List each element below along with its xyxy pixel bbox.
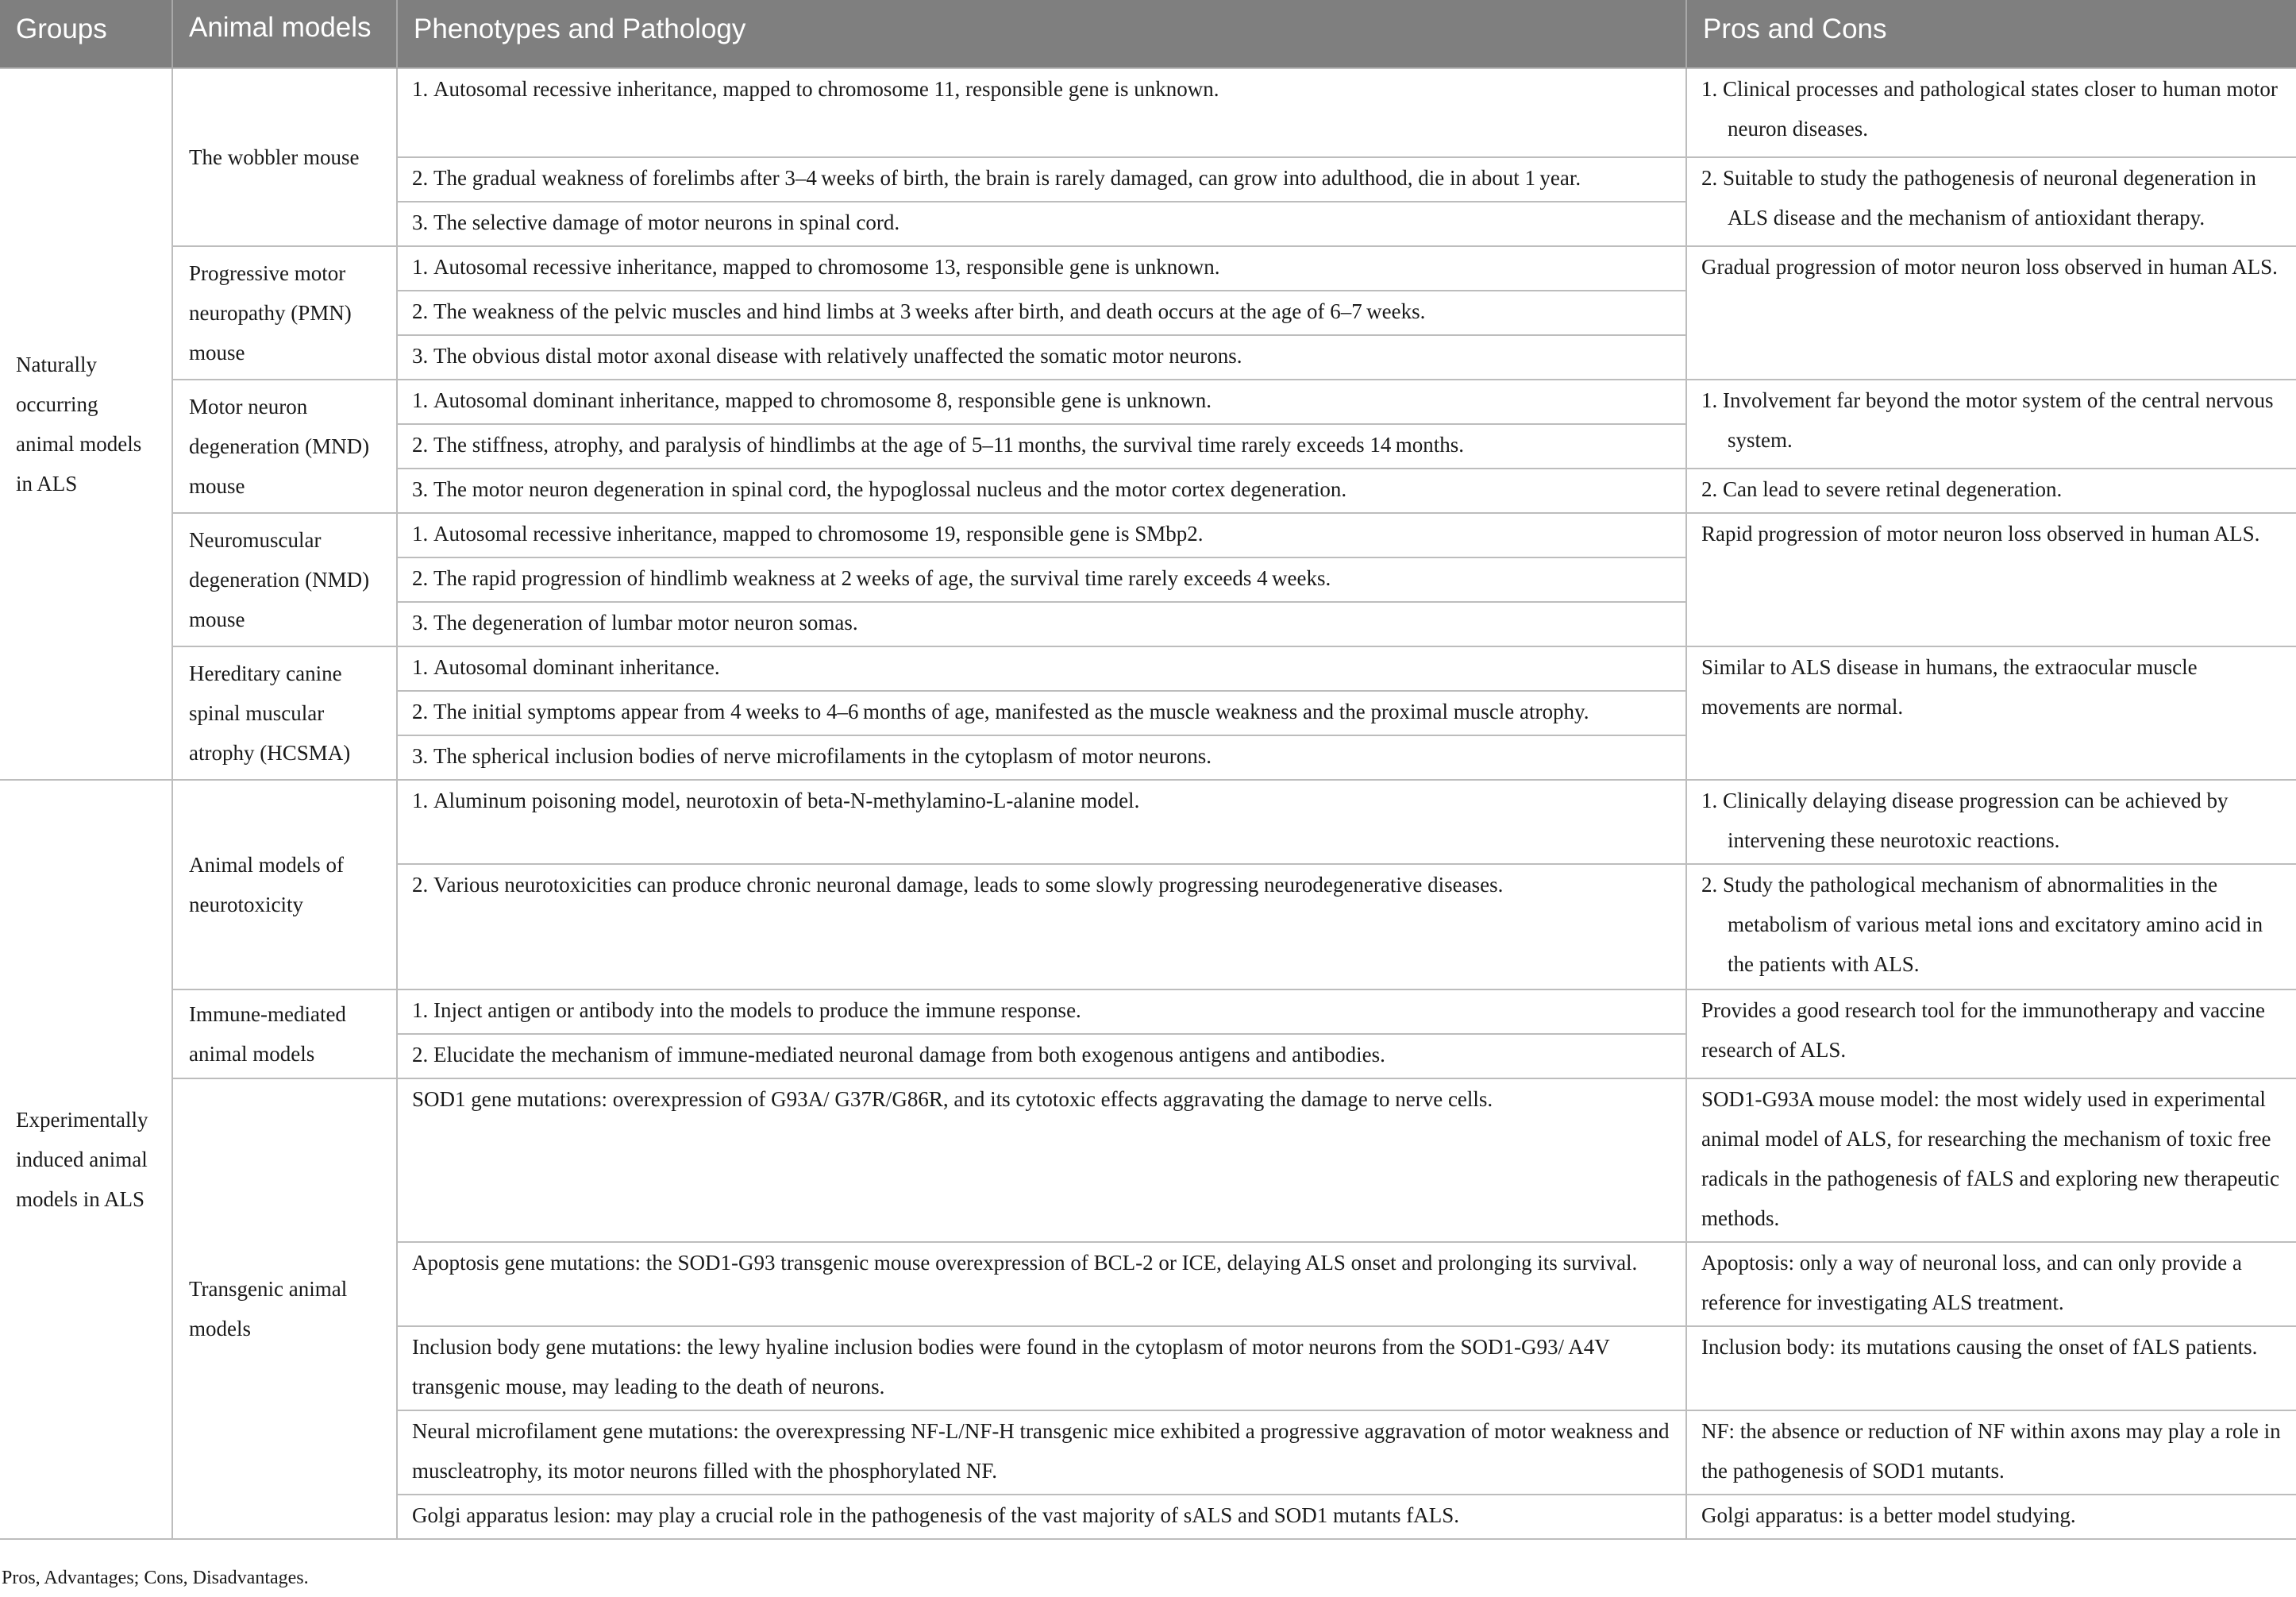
table-row xyxy=(0,780,2296,864)
header-groups: Groups xyxy=(0,0,172,68)
table-row xyxy=(0,646,2296,691)
model-neurotoxicity: Animal models of neurotoxicity xyxy=(172,780,397,989)
phenotype-cell: 3. The degeneration of lumbar motor neuron somas. xyxy=(397,602,1686,646)
pros-cons-cell: Golgi apparatus: is a better model studying. xyxy=(1686,1495,2296,1539)
phenotype-cell: Inclusion body gene mutations: the lewy hyaline inclusion bodies were found in the cytoplasm of motor neurons from the SOD1-G93/ A4V transgenic mouse, may leading to the death of neurons. xyxy=(397,1326,1686,1410)
phenotype-cell: 1. Autosomal dominant inheritance. xyxy=(397,646,1686,691)
pros-cons-cell: SOD1-G93A mouse model: the most widely used in experimental animal model of ALS, for researching the mechanism of toxic free radicals in the pathogenesis of fALS and exploring new therapeutic methods. xyxy=(1686,1078,2296,1242)
phenotype-cell: 1. Autosomal recessive inheritance, mapped to chromosome 13, responsible gene is unknown. xyxy=(397,246,1686,291)
pros-cons-cell xyxy=(1686,380,2296,469)
group-experimental: Experimentally induced animal models in ALS xyxy=(0,780,172,1539)
pros-cons-cell: Similar to ALS disease in humans, the extraocular muscle movements are normal. xyxy=(1686,646,2296,780)
pros-cons-cell xyxy=(1686,68,2296,157)
pros-cons-cell xyxy=(1686,469,2296,513)
header-animal-models: Animal models xyxy=(172,0,397,68)
pros-cons-cell xyxy=(1686,864,2296,989)
pros-cons-cell: Apoptosis: only a way of neuronal loss, and can only provide a reference for investigating ALS treatment. xyxy=(1686,1242,2296,1326)
pros-cons-text: 2. Study the pathological mechanism of abnormalities in the metabolism of various metal ions and excitatory amino acid in the patients with ALS. xyxy=(1701,873,2263,976)
table-row xyxy=(0,246,2296,291)
phenotype-cell: 2. The stiffness, atrophy, and paralysis of hindlimbs at the age of 5–11 months, the survival time rarely exceeds 14 months. xyxy=(397,424,1686,469)
pros-cons-cell: Rapid progression of motor neuron loss observed in human ALS. xyxy=(1686,513,2296,646)
phenotype-cell: 2. The rapid progression of hindlimb weakness at 2 weeks of age, the survival time rarely exceeds 4 weeks. xyxy=(397,557,1686,602)
header-row xyxy=(0,0,2296,68)
model-nmd: Neuromuscular degeneration (NMD) mouse xyxy=(172,513,397,646)
table-row xyxy=(0,68,2296,157)
pros-cons-text: 1. Involvement far beyond the motor system of the central nervous system. xyxy=(1701,388,2274,452)
phenotype-cell: 3. The obvious distal motor axonal disease with relatively unaffected the somatic motor neurons. xyxy=(397,335,1686,380)
pros-cons-text: 2. Suitable to study the pathogenesis of neuronal degeneration in ALS disease and the mechanism of antioxidant therapy. xyxy=(1701,166,2256,230)
phenotype-cell: 2. Elucidate the mechanism of immune-mediated neuronal damage from both exogenous antigens and antibodies. xyxy=(397,1034,1686,1078)
model-pmn: Progressive motor neuropathy (PMN) mouse xyxy=(172,246,397,380)
phenotype-cell: 2. The weakness of the pelvic muscles and hind limbs at 3 weeks after birth, and death occurs at the age of 6–7 weeks. xyxy=(397,291,1686,335)
phenotype-cell: Golgi apparatus lesion: may play a crucial role in the pathogenesis of the vast majority of sALS and SOD1 mutants fALS. xyxy=(397,1495,1686,1539)
model-wobbler: The wobbler mouse xyxy=(172,68,397,246)
pros-cons-cell xyxy=(1686,157,2296,246)
model-hcsma: Hereditary canine spinal muscular atrophy (HCSMA) xyxy=(172,646,397,780)
table-row xyxy=(0,380,2296,424)
phenotype-cell: SOD1 gene mutations: overexpression of G93A/ G37R/G86R, and its cytotoxic effects aggravating the damage to nerve cells. xyxy=(397,1078,1686,1242)
phenotype-cell: 3. The spherical inclusion bodies of nerve microfilaments in the cytoplasm of motor neurons. xyxy=(397,735,1686,780)
model-mnd: Motor neuron degeneration (MND) mouse xyxy=(172,380,397,513)
phenotype-cell: 1. Autosomal recessive inheritance, mapped to chromosome 19, responsible gene is SMbp2. xyxy=(397,513,1686,557)
phenotype-cell: Apoptosis gene mutations: the SOD1-G93 transgenic mouse overexpression of BCL-2 or ICE, delaying ALS onset and prolonging its survival. xyxy=(397,1242,1686,1326)
pros-cons-text: 1. Clinical processes and pathological states closer to human motor neuron diseases. xyxy=(1701,77,2278,141)
pros-cons-text: 2. Can lead to severe retinal degeneration. xyxy=(1701,477,2063,501)
pros-cons-cell xyxy=(1686,780,2296,864)
table-footnote: Pros, Advantages; Cons, Disadvantages. xyxy=(2,1568,309,1588)
phenotype-cell: 1. Autosomal recessive inheritance, mapped to chromosome 11, responsible gene is unknown. xyxy=(397,68,1686,157)
pros-cons-text: 1. Clinically delaying disease progression can be achieved by intervening these neurotoxic reactions. xyxy=(1701,789,2229,852)
pros-cons-cell: NF: the absence or reduction of NF within axons may play a role in the pathogenesis of SOD1 mutants. xyxy=(1686,1410,2296,1495)
phenotype-cell: 2. Various neurotoxicities can produce chronic neuronal damage, leads to some slowly progressing neurodegenerative diseases. xyxy=(397,864,1686,989)
header-pros-cons: Pros and Cons xyxy=(1686,0,2296,68)
group-natural: Naturally occurring animal models in ALS xyxy=(0,68,172,780)
phenotype-cell: 2. The gradual weakness of forelimbs after 3–4 weeks of birth, the brain is rarely damaged, can grow into adulthood, die in about 1 year. xyxy=(397,157,1686,202)
header-phenotypes: Phenotypes and Pathology xyxy=(397,0,1686,68)
table-row xyxy=(0,513,2296,557)
model-immune: Immune-mediated animal models xyxy=(172,989,397,1078)
phenotype-cell: 1. Inject antigen or antibody into the models to produce the immune response. xyxy=(397,989,1686,1034)
phenotype-cell: 3. The selective damage of motor neurons in spinal cord. xyxy=(397,202,1686,246)
phenotype-cell: 2. The initial symptoms appear from 4 weeks to 4–6 months of age, manifested as the muscle weakness and the proximal muscle atrophy. xyxy=(397,691,1686,735)
phenotype-cell: 1. Autosomal dominant inheritance, mapped to chromosome 8, responsible gene is unknown. xyxy=(397,380,1686,424)
phenotype-cell: Neural microfilament gene mutations: the overexpressing NF-L/NF-H transgenic mice exhibited a progressive aggravation of motor weakness and muscleatrophy, its motor neurons filled with the phosphorylated NF. xyxy=(397,1410,1686,1495)
phenotype-cell: 3. The motor neuron degeneration in spinal cord, the hypoglossal nucleus and the motor cortex degeneration. xyxy=(397,469,1686,513)
table-row xyxy=(0,989,2296,1034)
pros-cons-cell: Inclusion body: its mutations causing the onset of fALS patients. xyxy=(1686,1326,2296,1410)
phenotype-cell: 1. Aluminum poisoning model, neurotoxin of beta-N-methylamino-L-alanine model. xyxy=(397,780,1686,864)
pros-cons-cell: Gradual progression of motor neuron loss observed in human ALS. xyxy=(1686,246,2296,380)
pros-cons-cell: Provides a good research tool for the immunotherapy and vaccine research of ALS. xyxy=(1686,989,2296,1078)
table-row xyxy=(0,1078,2296,1242)
model-transgenic: Transgenic animal models xyxy=(172,1078,397,1539)
